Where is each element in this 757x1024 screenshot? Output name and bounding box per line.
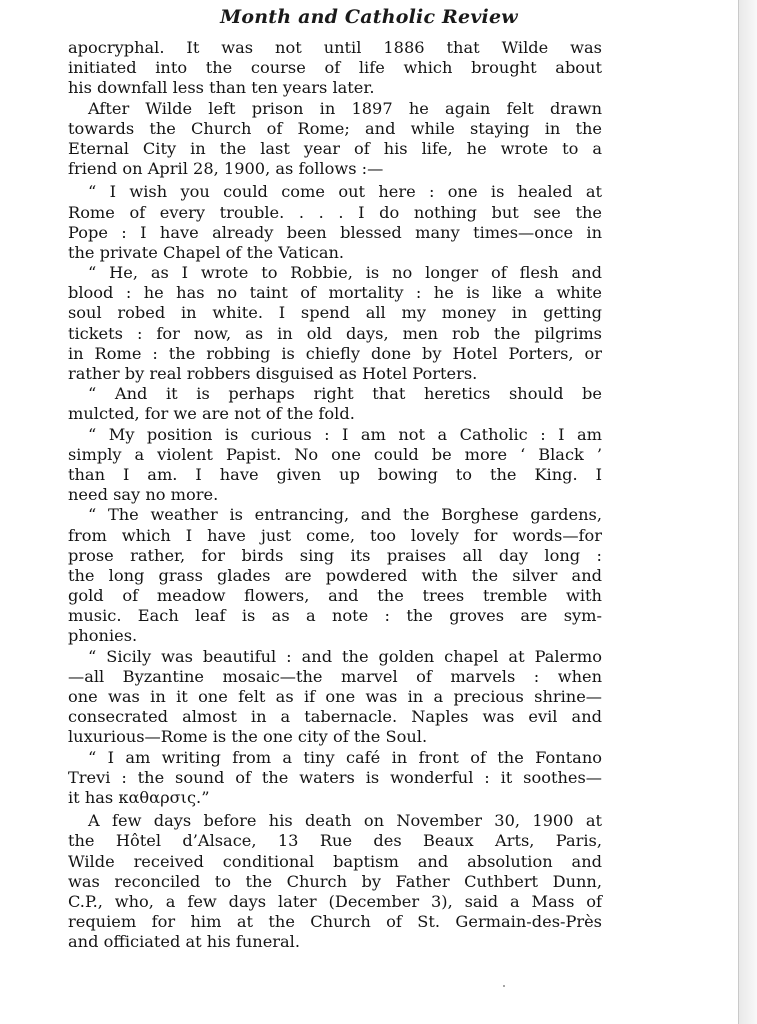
text-line: in Rome : the robbing is chiefly done by Hotel Porters, or xyxy=(68,343,602,363)
text-line: —all Byzantine mosaic—the marvel of marvels : when xyxy=(68,666,602,686)
text-line: After Wilde left prison in 1897 he again felt drawn xyxy=(88,98,602,118)
text-line: simply a violent Papist. No one could be more ‘ Black ’ xyxy=(68,444,602,464)
text-line: the long grass glades are powdered with the silver and xyxy=(68,565,602,585)
text-line: the private Chapel of the Vatican. xyxy=(68,242,345,262)
text-line: rather by real robbers disguised as Hotel Porters. xyxy=(68,364,478,383)
text-line: from which I have just come, too lovely for words—for xyxy=(68,525,602,545)
text-line: requiem for him at the Church of St. Germain-des-Près xyxy=(68,912,602,932)
text-line: “ My position is curious : I am not a Catholic : I am xyxy=(88,424,602,444)
text-line: “ He, as I wrote to Robbie, is no longer of flesh and xyxy=(88,263,602,283)
text-line: soul robed in white. I spend all my money in getting xyxy=(68,303,602,323)
stray-ink-mark xyxy=(503,985,505,987)
text-line: gold of meadow flowers, and the trees tremble with xyxy=(68,586,602,606)
text-line: “ The weather is entrancing, and the Borghese gardens, xyxy=(88,505,602,525)
text-line: Pope : I have already been blessed many times—once in xyxy=(68,222,602,242)
text-line: Wilde received conditional baptism and absolution and xyxy=(68,851,602,871)
text-line: his downfall less than ten years later. xyxy=(68,78,375,98)
text-line: apocryphal. It was not until 1886 that Wilde was xyxy=(68,38,602,57)
text-line: “ And it is perhaps right that heretics should be xyxy=(88,384,602,404)
text-line: initiated into the course of life which brought about xyxy=(68,58,602,78)
page-edge-shadow xyxy=(739,0,757,1024)
text-line: prose rather, for birds sing its praises all day long : xyxy=(68,545,602,565)
text-line: it has καθαρσις.” xyxy=(68,787,210,807)
text-line: Rome of every trouble. . . . I do nothing but see the xyxy=(68,202,602,222)
text-line: and officiated at his funeral. xyxy=(68,932,300,952)
text-line: than I am. I have given up bowing to the King. I xyxy=(68,464,602,484)
text-line: “ I am writing from a tiny café in front of the Fontano xyxy=(88,747,602,767)
text-line: phonies. xyxy=(68,626,138,646)
text-line: Trevi : the sound of the waters is wonderful : it soothes— xyxy=(68,767,602,787)
text-line: consecrated almost in a tabernacle. Naples was evil and xyxy=(68,707,602,727)
text-line: music. Each leaf is as a note : the groves are sym- xyxy=(68,606,602,626)
text-line: “ I wish you could come out here : one is healed at xyxy=(88,182,602,202)
text-line: need say no more. xyxy=(68,485,219,505)
text-line: mulcted, for we are not of the fold. xyxy=(68,404,355,424)
text-line: one was in it one felt as if one was in a precious shrine— xyxy=(68,687,602,706)
text-line: was reconciled to the Church by Father Cuthbert Dunn, xyxy=(68,871,602,891)
text-line: towards the Church of Rome; and while staying in the xyxy=(68,118,602,138)
text-line: tickets : for now, as in old days, men rob the pilgrims xyxy=(68,323,602,343)
text-line: friend on April 28, 1900, as follows :— xyxy=(68,159,384,179)
text-line: Eternal City in the last year of his life, he wrote to a xyxy=(68,138,602,158)
text-line: luxurious—Rome is the one city of the Soul. xyxy=(68,727,428,747)
running-header: Month and Catholic Review xyxy=(220,6,518,28)
text-line: the Hôtel d’Alsace, 13 Rue des Beaux Arts, Paris, xyxy=(68,831,602,851)
text-line: C.P., who, a few days later (December 3), said a Mass of xyxy=(68,891,602,911)
text-line: blood : he has no taint of mortality : he is like a white xyxy=(68,283,602,303)
text-line: “ Sicily was beautiful : and the golden chapel at Palermo xyxy=(88,646,602,666)
text-line: A few days before his death on November 30, 1900 at xyxy=(88,811,602,831)
body-text xyxy=(68,38,602,952)
